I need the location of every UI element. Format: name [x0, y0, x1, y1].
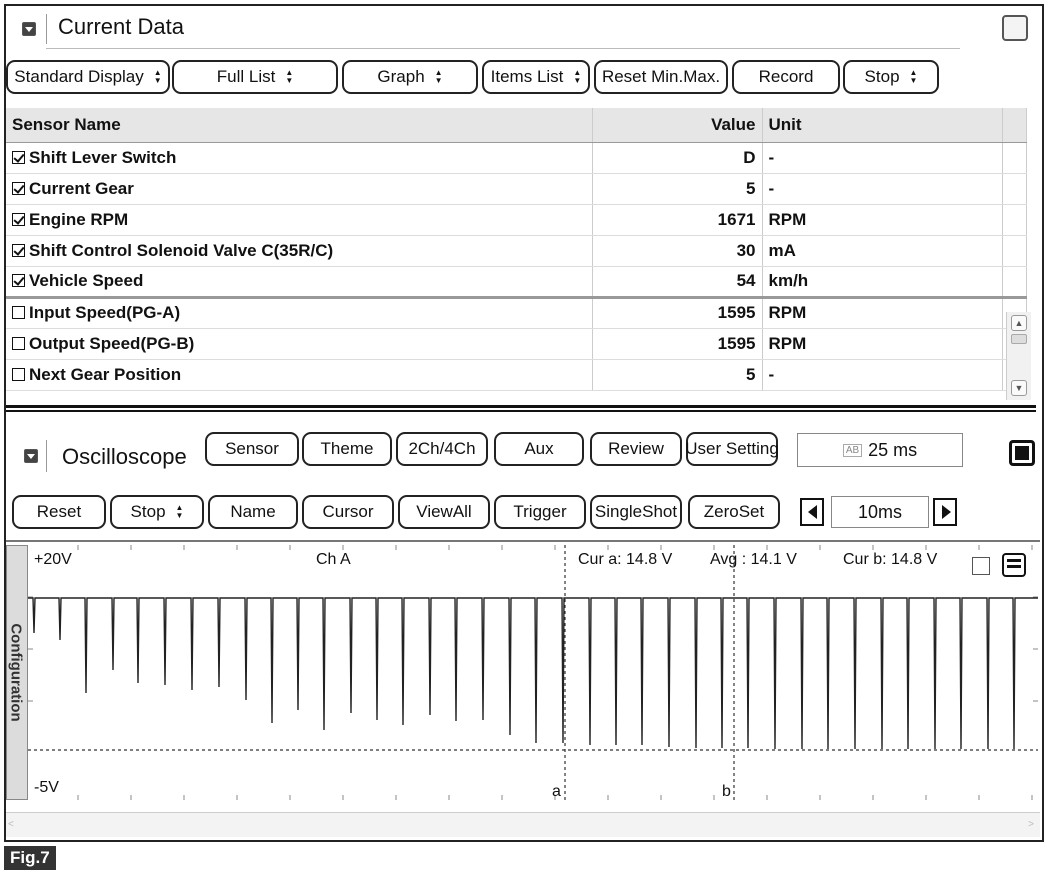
osc-button-label: ViewAll	[416, 502, 472, 521]
row-spacer	[1002, 204, 1026, 235]
collapse-oscilloscope-icon[interactable]	[24, 449, 38, 463]
sensor-unit: -	[762, 173, 1002, 204]
average-readout: Avg : 14.1 V	[710, 551, 797, 568]
toolbar-button-label: Reset Min.Max.	[601, 67, 721, 86]
scroll-down-icon[interactable]: ▼	[1011, 380, 1027, 396]
sensor-name-cell	[6, 173, 592, 204]
column-header-sensor-name[interactable]: Sensor Name	[6, 108, 592, 142]
sensor-unit: RPM	[762, 297, 1002, 328]
osc-button-label: Trigger	[513, 502, 567, 521]
column-header-value[interactable]: Value	[592, 108, 762, 142]
table-scrollbar[interactable]	[1006, 312, 1031, 400]
osc-button-name[interactable]	[208, 495, 298, 529]
sensor-unit: -	[762, 359, 1002, 390]
toolbar-button-record[interactable]	[732, 60, 840, 94]
title-separator	[46, 14, 47, 44]
osc-button-aux[interactable]: Aux	[494, 432, 584, 466]
osc-button-label: Stop	[130, 502, 166, 521]
osc-button-user-setting[interactable]: User Setting	[686, 432, 778, 466]
sensor-checkbox[interactable]	[12, 274, 25, 287]
osc-button-2ch-4ch[interactable]: 2Ch/4Ch	[396, 432, 488, 466]
osc-button-review[interactable]: Review	[590, 432, 682, 466]
oscilloscope-plot[interactable]	[28, 545, 1038, 800]
collapse-current-data-icon[interactable]	[22, 22, 36, 36]
toolbar-button-reset-min-max[interactable]	[594, 60, 728, 94]
toolbar-button-label: Items List	[490, 67, 564, 86]
osc-button-singleshot[interactable]	[590, 495, 682, 529]
current-data-title: Current Data	[58, 14, 184, 39]
osc-button-viewall[interactable]	[398, 495, 490, 529]
sensor-name-cell	[6, 235, 592, 266]
dropdown-arrows-icon: ▲ ▼	[175, 503, 184, 520]
sensor-checkbox[interactable]	[12, 368, 25, 381]
osc-button-label: Cursor	[322, 502, 374, 521]
sensor-name: Shift Lever Switch	[29, 147, 177, 167]
cursor-b-readout: Cur b: 14.8 V	[843, 551, 938, 568]
title-separator	[46, 440, 47, 472]
sensor-unit: RPM	[762, 204, 1002, 235]
sensor-value: D	[592, 142, 762, 173]
sensor-checkbox[interactable]	[12, 182, 25, 195]
sensor-checkbox[interactable]	[12, 337, 25, 350]
title-underline	[46, 48, 960, 49]
sensor-value: 5	[592, 173, 762, 204]
toolbar-button-label: Full List	[216, 67, 276, 86]
sensor-value: 1671	[592, 204, 762, 235]
plot-menu-icon[interactable]	[1002, 553, 1026, 577]
section-divider-2	[6, 410, 1036, 412]
sensor-table	[6, 108, 1027, 391]
sensor-value: 30	[592, 235, 762, 266]
osc-button-cursor[interactable]	[302, 495, 394, 529]
table-row[interactable]	[6, 142, 1026, 173]
toolbar-button-items-list[interactable]	[482, 60, 590, 94]
row-spacer	[1002, 173, 1026, 204]
osc-button-label: Reset	[36, 502, 82, 521]
sensor-unit: mA	[762, 235, 1002, 266]
osc-button-label: Name	[230, 502, 276, 521]
timebase-next-icon[interactable]	[933, 498, 957, 526]
cursor-a-readout: Cur a: 14.8 V	[578, 551, 673, 568]
stop-square-icon[interactable]	[1009, 440, 1035, 466]
sensor-name-cell	[6, 266, 592, 297]
toolbar-button-standard-display[interactable]	[6, 60, 170, 94]
toolbar-button-label: Graph	[377, 67, 425, 86]
table-header-row	[6, 108, 1026, 142]
toolbar-button-stop[interactable]	[843, 60, 939, 94]
osc-button-theme[interactable]: Theme	[302, 432, 392, 466]
toolbar-button-label: Standard Display	[14, 67, 144, 86]
table-row[interactable]	[6, 204, 1026, 235]
sensor-unit: km/h	[762, 266, 1002, 297]
column-header-unit[interactable]: Unit	[762, 108, 1002, 142]
configuration-tab-label: Configuration	[7, 623, 25, 722]
table-row[interactable]	[6, 328, 1026, 359]
toolbar-button-label: Record	[758, 67, 814, 86]
plot-top-border	[6, 540, 1040, 542]
dropdown-arrows-icon: ▲ ▼	[434, 68, 443, 85]
toolbar-button-label: Stop	[864, 67, 900, 86]
sensor-name-cell	[6, 204, 592, 235]
scroll-thumb[interactable]	[1011, 334, 1027, 344]
time-display	[797, 433, 963, 467]
table-row[interactable]	[6, 266, 1026, 297]
column-header-spacer	[1002, 108, 1026, 142]
cursor-a-marker[interactable]: a	[552, 783, 561, 800]
osc-button-trigger[interactable]	[494, 495, 586, 529]
sensor-name: Current Gear	[29, 178, 134, 198]
dropdown-arrows-icon: ▲ ▼	[285, 68, 294, 85]
cursor-b-marker[interactable]: b	[722, 783, 731, 800]
sensor-checkbox[interactable]	[12, 151, 25, 164]
sensor-unit: RPM	[762, 328, 1002, 359]
timebase-display: 10ms	[831, 496, 929, 528]
y-min-label: -5V	[34, 779, 59, 796]
dropdown-arrows-icon: ▲ ▼	[573, 68, 582, 85]
sensor-unit: -	[762, 142, 1002, 173]
waveform-canvas	[28, 545, 1038, 800]
sensor-name: Engine RPM	[29, 209, 129, 229]
scroll-up-icon[interactable]: ▲	[1011, 315, 1027, 331]
sensor-name-cell	[6, 328, 592, 359]
scroll-right-icon[interactable]: >	[1028, 819, 1034, 830]
sensor-value: 1595	[592, 297, 762, 328]
sensor-checkbox[interactable]	[12, 244, 25, 257]
osc-button-label: SingleShot	[594, 502, 678, 521]
sensor-checkbox[interactable]	[12, 306, 25, 319]
toolbar-button-full-list[interactable]	[172, 60, 338, 94]
sensor-name: Input Speed(PG-A)	[29, 303, 181, 322]
oscilloscope-title: Oscilloscope	[62, 444, 187, 469]
table-row[interactable]	[6, 359, 1026, 390]
osc-button-stop[interactable]	[110, 495, 204, 529]
dropdown-arrows-icon: ▲ ▼	[909, 68, 918, 85]
sensor-name: Shift Control Solenoid Valve C(35R/C)	[29, 240, 334, 260]
horizontal-scrollbar[interactable]	[6, 812, 1040, 837]
row-spacer	[1002, 235, 1026, 266]
sensor-name: Output Speed(PG-B)	[29, 333, 195, 353]
sensor-value: 1595	[592, 328, 762, 359]
sensor-value: 5	[592, 359, 762, 390]
toolbar-button-graph[interactable]	[342, 60, 478, 94]
timebase-prev-icon[interactable]	[800, 498, 824, 526]
sensor-name-cell	[6, 142, 592, 173]
osc-button-sensor[interactable]: Sensor	[205, 432, 299, 466]
sensor-name-cell	[6, 297, 592, 328]
osc-button-zeroset[interactable]	[688, 495, 780, 529]
row-spacer	[1002, 142, 1026, 173]
sensor-name: Next Gear Position	[29, 364, 182, 384]
figure-label: Fig.7	[4, 846, 56, 870]
scroll-left-icon[interactable]: <	[8, 819, 14, 830]
osc-button-label: ZeroSet	[703, 502, 765, 521]
section-divider	[6, 405, 1036, 408]
row-spacer	[1002, 266, 1026, 297]
configuration-tab[interactable]	[6, 545, 28, 800]
maximize-icon[interactable]	[1002, 15, 1028, 41]
sensor-checkbox[interactable]	[12, 213, 25, 226]
table-row[interactable]	[6, 173, 1026, 204]
table-row[interactable]	[6, 235, 1026, 266]
channel-label: Ch A	[316, 551, 351, 568]
y-max-label: +20V	[34, 551, 72, 568]
time-display-value: 25 ms	[868, 439, 918, 460]
sensor-name: Vehicle Speed	[29, 271, 144, 290]
osc-button-reset[interactable]	[12, 495, 106, 529]
plot-option-checkbox[interactable]	[972, 557, 990, 575]
signal-trace	[28, 598, 1038, 749]
table-row[interactable]	[6, 297, 1026, 328]
timer-icon: AB	[843, 444, 862, 457]
sensor-value: 54	[592, 266, 762, 297]
dropdown-arrows-icon: ▲ ▼	[153, 68, 162, 85]
sensor-name-cell	[6, 359, 592, 390]
